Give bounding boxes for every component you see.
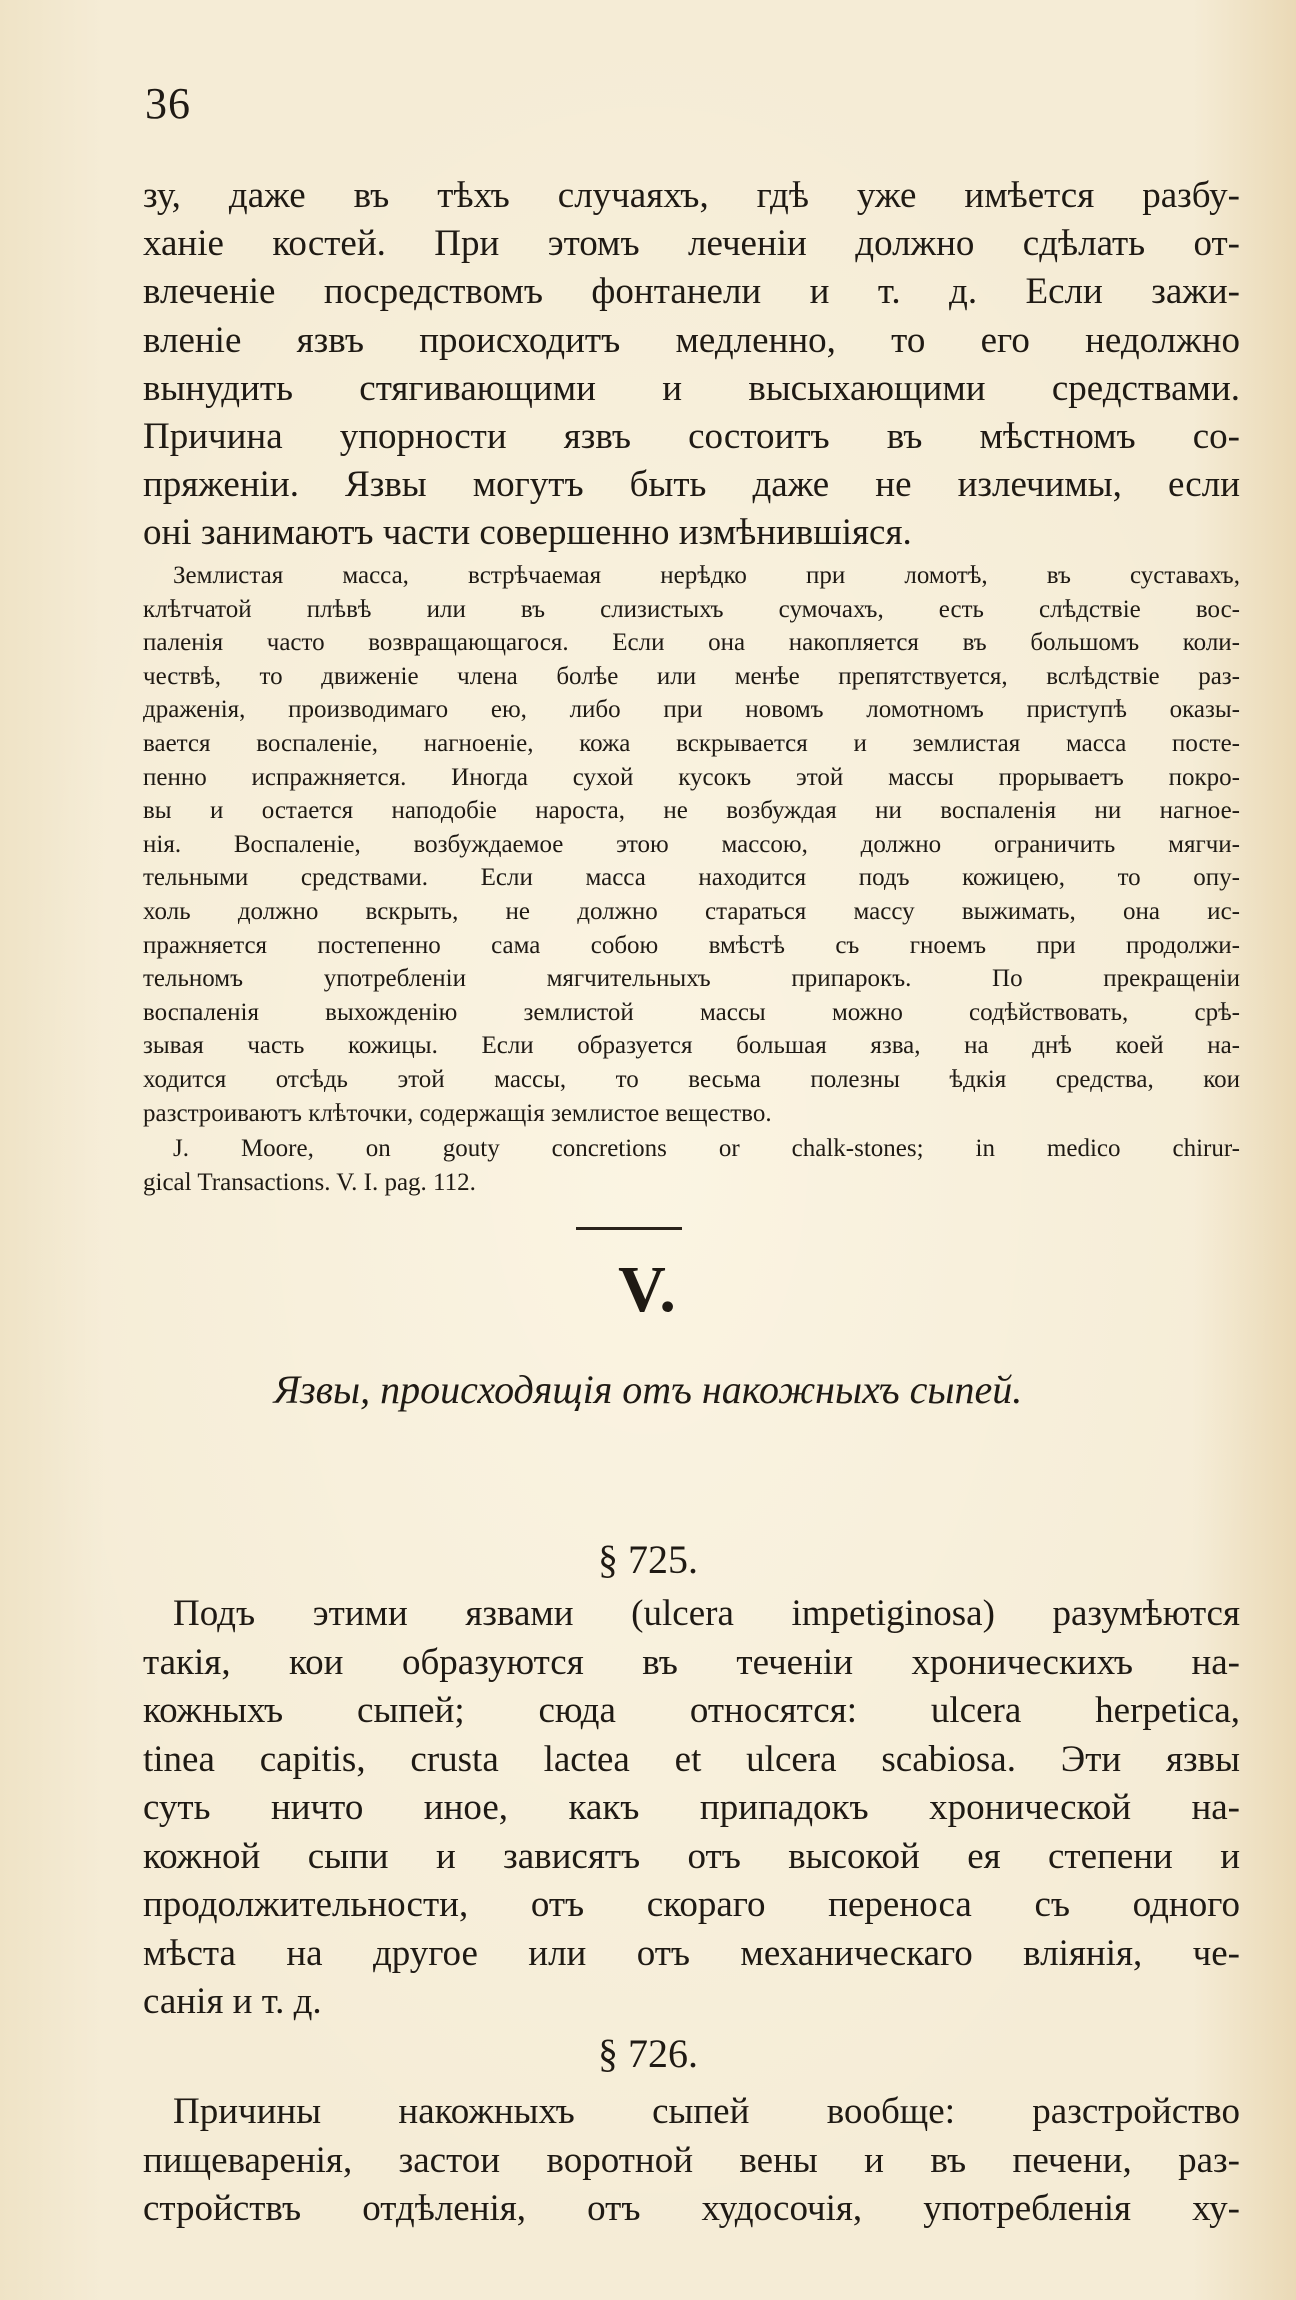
paragraph-number: § 726. xyxy=(598,2031,698,2076)
text-line: стройствъ отдѣленія, отъ худосочія, употребленія ху- xyxy=(143,2188,1240,2229)
note-line: зывая часть кожицы. Если образуется большая язва, на днѣ коей на- xyxy=(143,1032,1240,1060)
note-line: нія. Воспаленіе, возбуждаемое этою массою, должно ограничить мягчи- xyxy=(143,830,1240,858)
paragraph-continuation xyxy=(143,172,1240,558)
section-divider xyxy=(576,1227,682,1230)
text-line: Причина упорности язвъ состоитъ въ мѣстномъ со- xyxy=(143,416,1240,458)
note-line: холь должно вскрыть, не должно стараться массу выжимать, она ис- xyxy=(143,897,1240,925)
reference-line: gical Transactions. V. I. pag. 112. xyxy=(143,1168,476,1196)
section-heading: Язвы, происходящія отъ накожныхъ сыпей. xyxy=(273,1367,1023,1412)
text-line: суть ничто иное, какъ припадокъ хронической на- xyxy=(143,1787,1240,1828)
note-line: разстроиваютъ клѣточки, содержащія землистое вещество. xyxy=(143,1099,772,1127)
note-line: паленія часто возвращающагося. Если она накопляется въ большомъ коли- xyxy=(143,629,1240,657)
reference-line: J. Moore, on gouty concretions or chalk-stones; in medico chirur- xyxy=(173,1135,1240,1162)
text-line: Причины накожныхъ сыпей вообще: разстройство xyxy=(173,2091,1240,2132)
note-line: вы и остается наподобіе нароста, не возбуждая ни воспаленія ни нагное- xyxy=(143,797,1240,825)
text-line: санія и т. д. xyxy=(143,1981,322,2022)
note-line: вается воспаленіе, нагноеніе, кожа вскрывается и землистая масса посте- xyxy=(143,729,1240,757)
note-line: чествѣ, то движеніе члена болѣе или менѣе препятствуется, вслѣдствіе раз- xyxy=(143,662,1240,690)
chapter-numeral: V. xyxy=(618,1253,678,1326)
text-line: вленіе язвъ происходитъ медленно, то его недолжно xyxy=(143,319,1240,361)
note-line: Землистая масса, встрѣчаемая нерѣдко при ломотѣ, въ суставахъ, xyxy=(173,562,1240,589)
text-line: мѣста на другое или отъ механическаго вліянія, че- xyxy=(143,1932,1240,1974)
text-line: пищеваренія, застои воротной вены и въ печени, раз- xyxy=(143,2139,1240,2181)
note-line: тельными средствами. Если масса находится подъ кожицею, то опу- xyxy=(143,864,1240,892)
paragraph-number: § 725. xyxy=(598,1537,698,1582)
text-line: зу, даже въ тѣхъ случаяхъ, гдѣ уже имѣется разбу- xyxy=(143,175,1240,216)
paragraph-725 xyxy=(143,1590,1240,2027)
text-line: ханіе костей. При этомъ леченіи должно сдѣлать от- xyxy=(143,223,1240,265)
note-line: клѣтчатой плѣвѣ или въ слизистыхъ сумочахъ, есть слѣдствіе вос- xyxy=(143,595,1240,623)
text-line: кожныхъ сыпей; сюда относятся: ulcera herpetica, xyxy=(143,1690,1240,1731)
note-line: пенно испражняется. Иногда сухой кусокъ этой массы прорываетъ покро- xyxy=(143,763,1240,791)
text-line: tinea capitis, crusta lactea et ulcera scabiosa. Эти язвы xyxy=(143,1738,1240,1780)
paragraph-726 xyxy=(143,2088,1240,2234)
reference-citation xyxy=(143,1132,1240,1199)
text-line: вынудить стягивающими и высыхающими средствами. xyxy=(143,367,1240,409)
note-line: ходится отсѣдь этой массы, то весьма полезны ѣдкія средства, кои xyxy=(143,1065,1240,1093)
text-line: Подъ этими язвами (ulcera impetiginosa) разумѣются xyxy=(173,1593,1240,1634)
text-line: продолжительности, отъ скораго переноса съ одного xyxy=(143,1884,1240,1925)
note-line: воспаленія выхожденію землистой массы можно содѣйствовать, срѣ- xyxy=(143,998,1240,1026)
small-print-note xyxy=(143,559,1240,1130)
note-line: пражняется постепенно сама собою вмѣстѣ съ гноемъ при продолжи- xyxy=(143,931,1240,959)
text-line: оні занимаютъ части совершенно измѣнившіяся. xyxy=(143,512,912,554)
note-line: драженія, производимаго ею, либо при новомъ ломотномъ приступѣ оказы- xyxy=(143,696,1240,724)
note-line: тельномъ употребленіи мягчительныхъ припарокъ. По прекращеніи xyxy=(143,965,1240,993)
text-line: влеченіе посредствомъ фонтанели и т. д. Если зажи- xyxy=(143,271,1240,313)
text-line: пряженіи. Язвы могутъ быть даже не излечимы, если xyxy=(143,464,1240,506)
text-line: такія, кои образуются въ теченіи хроническихъ на- xyxy=(143,1641,1240,1683)
page-number: 36 xyxy=(145,79,191,128)
text-line: кожной сыпи и зависятъ отъ высокой ея степени и xyxy=(143,1835,1240,1877)
